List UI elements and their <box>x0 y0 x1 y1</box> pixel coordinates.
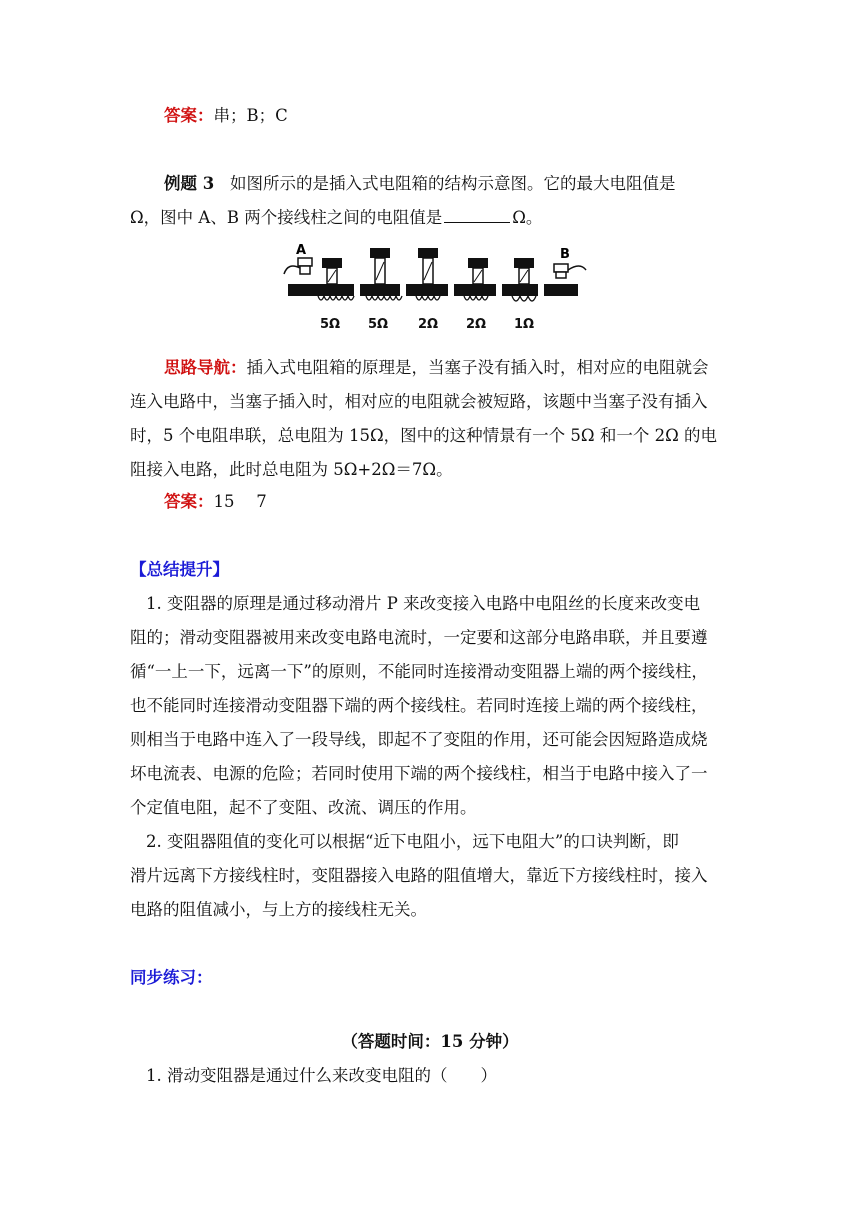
answer-text: 串；B；C <box>213 106 288 125</box>
resistor-label-2: 5Ω <box>368 317 389 332</box>
terminal-b-cap <box>554 264 568 272</box>
plug-2 <box>370 248 390 284</box>
summary-p1-line-2: 阻的；滑动变阻器被用来改变电路电流时，一定要和这部分电路串联，并且要遵 <box>130 628 708 647</box>
resistor-label-4: 2Ω <box>466 317 487 332</box>
terminal-a-wire <box>284 266 300 274</box>
answer-label-2: 答案： <box>164 492 214 511</box>
summary-p1-line-6: 坏电流表、电源的危险；若同时使用下端的两个接线柱，相当于电路中接入了一 <box>130 764 708 783</box>
answer-blank <box>444 206 510 223</box>
terminal-a-label: A <box>296 243 307 258</box>
summary-p1-line-7: 个定值电阻，起不了变阻、改流、调压的作用。 <box>130 798 477 817</box>
answer-line-2 <box>164 490 267 514</box>
example3-title: 例题 3 <box>164 174 215 193</box>
hint-line-4: 阻接入电路，此时总电阻为 5Ω+2Ω＝7Ω。 <box>130 460 453 479</box>
summary-p2-line-2: 滑片远离下方接线柱时，变阻器接入电路的阻值增大，靠近下方接线柱时，接入 <box>130 866 708 885</box>
plug-3 <box>418 248 438 284</box>
terminal-a-cap <box>298 258 312 266</box>
resistor-label-1: 5Ω <box>320 317 341 332</box>
hint-text-1: 插入式电阻箱的原理是，当塞子没有插入时，相对应的电阻就会 <box>246 358 709 377</box>
summary-heading: 【总结提升】 <box>130 560 229 579</box>
plug-5 <box>514 258 534 284</box>
summary-p1-line-5: 则相当于电路中连入了一段导线，即起不了变阻的作用，还可能会因短路造成烧 <box>130 730 708 749</box>
hint-line-1 <box>164 356 709 380</box>
terminal-b-post <box>556 272 566 278</box>
resistance-box-figure <box>282 240 592 336</box>
plug-1 <box>322 258 342 284</box>
summary-p1-line-3: 循“一上一下，远离一下”的原则，不能同时连接滑动变阻器上端的两个接线柱， <box>130 662 708 681</box>
answer-line-1 <box>164 104 288 128</box>
practice-time: （答题时间：15 分钟） <box>341 1032 519 1051</box>
summary-p1-line-1: 1. 变阻器的原理是通过移动滑片 P 来改变接入电路中电阻丝的长度来改变电 <box>146 594 701 613</box>
answer-label: 答案： <box>164 106 214 125</box>
example3-text-1: 如图所示的是插入式电阻箱的结构示意图。它的最大电阻值是 <box>229 174 676 193</box>
question-1: 1. 滑动变阻器是通过什么来改变电阻的（ ） <box>146 1066 497 1085</box>
resistor-label-3: 2Ω <box>418 317 439 332</box>
hint-label: 思路导航： <box>164 358 247 377</box>
hint-line-2: 连入电路中，当塞子插入时，相对应的电阻就会被短路，该题中当塞子没有插入 <box>130 392 708 411</box>
summary-p2-line-3: 电路的阻值减小，与上方的接线柱无关。 <box>130 900 427 919</box>
answer-text-2: 15 7 <box>213 492 267 511</box>
summary-p2-line-1: 2. 变阻器阻值的变化可以根据“近下电阻小，远下电阻大”的口诀判断，即 <box>146 832 679 851</box>
hint-line-3: 时，5 个电阻串联，总电阻为 15Ω，图中的这种情景有一个 5Ω 和一个 2Ω 的电 <box>130 426 717 445</box>
plug-4 <box>468 258 488 284</box>
terminal-b-label: B <box>560 247 570 262</box>
practice-heading: 同步练习： <box>130 968 213 987</box>
summary-p1-line-4: 也不能同时连接滑动变阻器下端的两个接线柱。若同时连接上端的两个接线柱， <box>130 696 708 715</box>
example3-line-2 <box>130 206 542 230</box>
resistor-label-5: 1Ω <box>514 317 535 332</box>
terminal-a-post <box>300 266 310 274</box>
example3-text-2b: Ω。 <box>512 208 543 227</box>
example3-line-1 <box>164 172 675 196</box>
example3-text-2a: Ω，图中 A、B 两个接线柱之间的电阻值是 <box>130 208 443 227</box>
resistor-coils <box>318 296 536 301</box>
terminal-b-wire <box>568 266 586 270</box>
